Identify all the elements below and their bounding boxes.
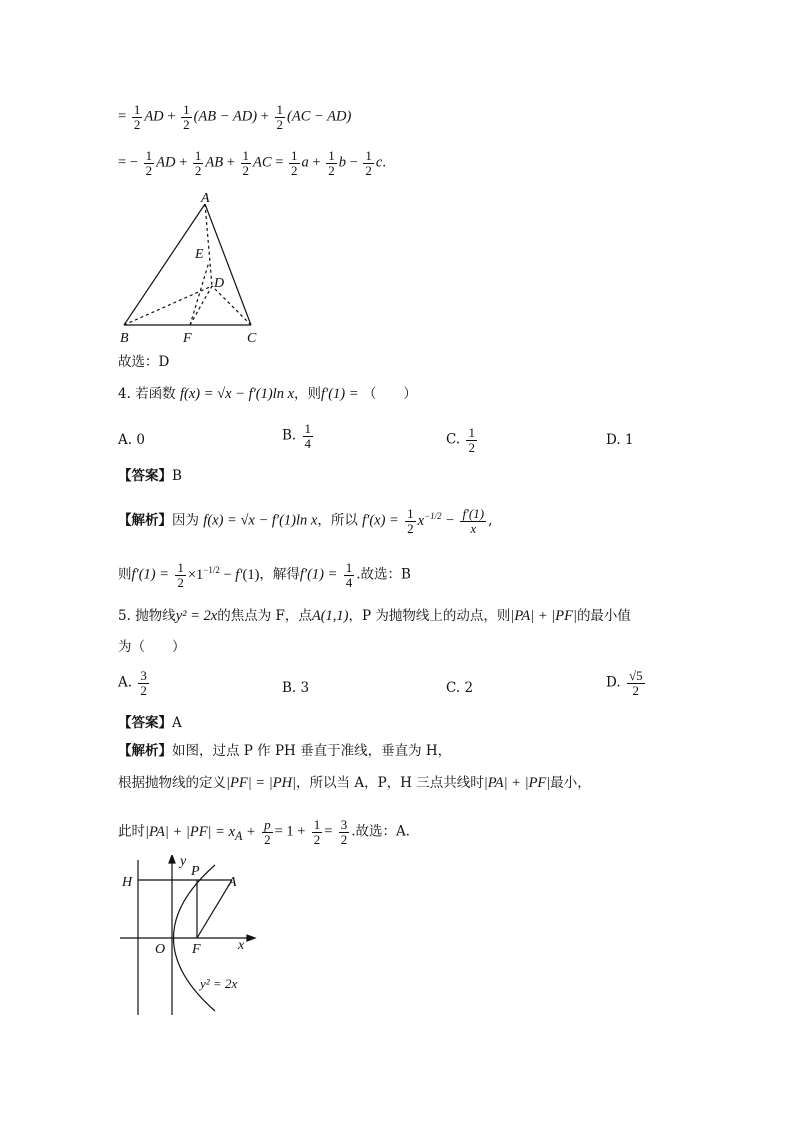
edge-ac: [205, 204, 251, 325]
parabola-figure: [112, 855, 262, 1020]
q5-option-d: D. $\frac{√5}{2}$: [606, 668, 643, 698]
q5-option-b: B. 3: [282, 680, 310, 696]
prev-solution-line-1: = $\frac{1}{2}$ AD + $\frac{1}{2}$ (AB − AD) + $\frac{1}{2}$ (AC − AD): [118, 102, 352, 132]
label-y: y: [180, 855, 187, 869]
x-axis-arrow-icon: [247, 935, 255, 941]
segment-ef: [190, 262, 209, 325]
q5-stem-line-1: 5. 抛物线y² = 2x的焦点为 F，点A(1,1)，P 为抛物线上的动点，则|PA| + |PF|的最小值: [118, 608, 631, 624]
label-h: H: [122, 875, 133, 890]
label-parabola-equation: y² = 2x: [200, 976, 238, 991]
label-f: F: [192, 942, 201, 957]
label-a: A: [201, 191, 210, 206]
segment-fd: [190, 286, 212, 325]
q4-option-c: C. $\frac{1}{2}$: [446, 425, 475, 455]
q4-analysis-line-2: 则f′(1) = $\frac{1}{2}$ $\times 1^{-1/2} - f'(1)$，解得f′(1) = $\frac{1}{4}$ .故选：B: [118, 560, 411, 590]
q5-stem-line-2: 为（ ）: [118, 639, 186, 655]
q4-option-b: B. $\frac{1}{4}$: [282, 421, 312, 451]
q4-option-d: D. 1: [606, 432, 634, 448]
q5-answer: 【答案】A: [118, 715, 182, 731]
tetrahedron-figure: [112, 190, 272, 350]
prev-conclusion: 故选：D: [118, 354, 170, 370]
q4-analysis-line-1: 【解析】因为 f(x) = √x − f′(1)ln x，所以 f′(x) = $\frac{1}{2}$ $x^{-1/2}$ − $\frac{f'(1)}{x}$ ,: [118, 506, 493, 536]
segment-af: [197, 880, 232, 938]
edge-ad: [205, 204, 212, 286]
label-p: P: [191, 864, 200, 879]
q5-analysis-line-3: 此时$|PA| + |PF| = x_A$ + $\frac{p}{2}$ = 1 + $\frac{1}{2}$ = $\frac{3}{2}$ .故选：A．: [118, 817, 420, 847]
label-x: x: [238, 938, 245, 953]
q5-option-c: C. 2: [446, 680, 474, 696]
label-d: D: [214, 276, 225, 291]
q5-analysis-line-1: 【解析】如图，过点 P 作 PH 垂直于准线，垂直为 H，: [118, 743, 452, 759]
edge-cd: [212, 286, 251, 325]
prev-solution-line-2: = − $\frac{1}{2}$ AD + $\frac{1}{2}$ AB + $\frac{1}{2}$ AC = $\frac{1}{2}$ a + $\frac{1}{2}$ b − $\frac{1}{2}$ c.: [118, 148, 386, 178]
label-o: O: [155, 942, 166, 957]
label-e: E: [195, 247, 204, 262]
q4-option-a: A. 0: [118, 432, 145, 448]
label-c: C: [247, 331, 257, 346]
q5-analysis-line-2: 根据抛物线的定义|PF| = |PH|，所以当 A，P，H 三点共线时|PA| + |PF|最小，: [118, 775, 591, 791]
q5-option-a: A. $\frac{3}{2}$: [118, 668, 147, 698]
q4-stem: 4. 若函数 f(x) = √x − f′(1)ln x，则f′(1) = （ ）: [118, 386, 417, 402]
label-b: B: [120, 331, 129, 346]
y-axis-arrow-icon: [169, 855, 175, 863]
label-f: F: [183, 331, 192, 346]
q4-answer: 【答案】B: [118, 468, 182, 484]
label-a: A: [228, 875, 237, 890]
